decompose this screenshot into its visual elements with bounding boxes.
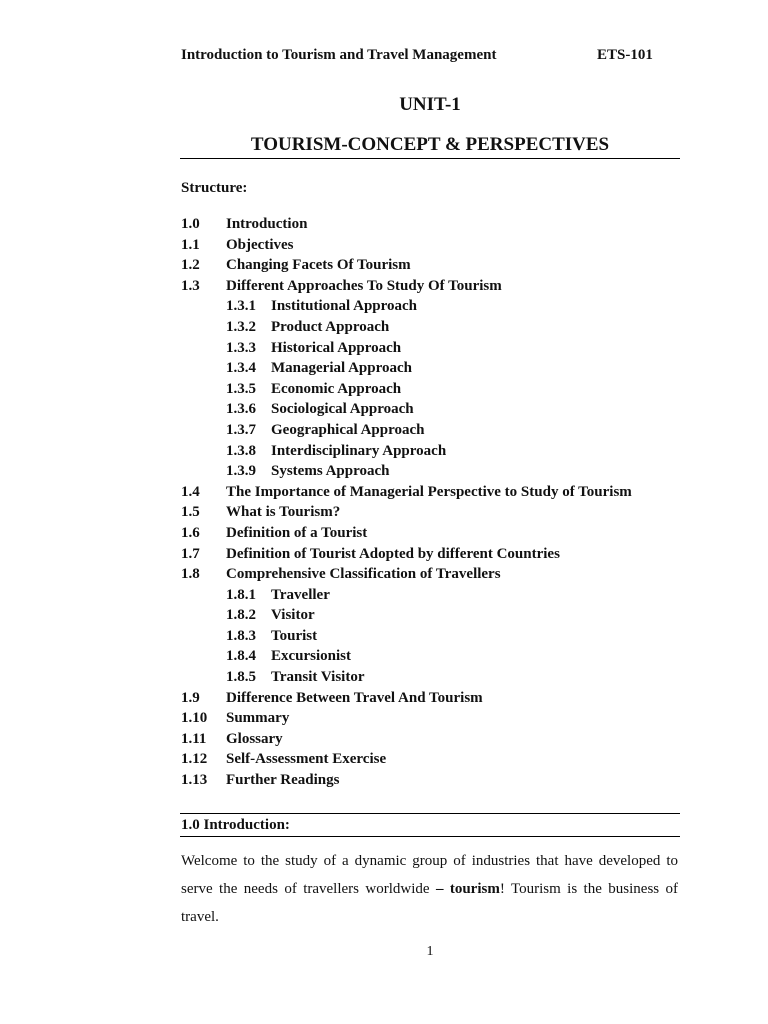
toc-item-title: Visitor (271, 607, 315, 624)
toc-item-title: Summary (226, 710, 290, 727)
toc-item-title: Sociological Approach (271, 401, 414, 418)
toc-item-title: Definition of a Tourist (226, 524, 368, 541)
unit-number: UNIT-1 (399, 94, 461, 115)
toc-item-title: Definition of Tourist Adopted by different Countries (226, 545, 560, 562)
introduction-heading: 1.0 Introduction: (181, 817, 290, 833)
toc-item-title: Historical Approach (271, 339, 402, 356)
section-top-divider (180, 813, 680, 814)
toc-item-number: 1.4 (181, 483, 200, 500)
toc-item-title: Systems Approach (271, 463, 390, 480)
toc-item-title: Further Readings (226, 772, 340, 789)
toc-item-title: Product Approach (271, 318, 390, 335)
toc-item-number: 1.3.6 (226, 401, 256, 418)
toc-item-number: 1.1 (181, 236, 200, 253)
toc-item-number: 1.3.1 (226, 298, 256, 315)
toc-item-number: 1.0 (181, 216, 200, 232)
toc-item-number: 1.3 (181, 277, 200, 294)
toc-item-title: Transit Visitor (271, 669, 365, 686)
toc-item-number: 1.8.5 (226, 669, 256, 686)
title-divider (180, 158, 680, 159)
toc-item-number: 1.13 (181, 772, 208, 789)
toc-item-title: Institutional Approach (271, 298, 418, 315)
introduction-paragraph (181, 847, 678, 931)
toc-item-number: 1.3.8 (226, 442, 256, 459)
intro-text-start: Welcome to the study of a dynamic group of industries that have developed to serve the needs of travellers worldwide (181, 853, 678, 897)
toc-item-number: 1.12 (181, 751, 208, 768)
toc-item-number: 1.8.2 (226, 607, 256, 624)
toc-item-title: Traveller (271, 586, 330, 603)
toc-item-title: Excursionist (271, 648, 352, 665)
toc-item-number: 1.10 (181, 710, 208, 727)
header-course-title: Introduction to Tourism and Travel Management (181, 47, 497, 63)
unit-title: TOURISM-CONCEPT & PERSPECTIVES (250, 134, 610, 155)
page-number: 1 (426, 944, 434, 959)
toc-item-number: 1.2 (181, 257, 200, 274)
toc-item-number: 1.3.7 (226, 421, 256, 438)
toc-item-title: Managerial Approach (271, 360, 412, 377)
toc-item-title: What is Tourism? (226, 504, 341, 521)
toc-item-number: 1.6 (181, 524, 200, 541)
toc-item-number: 1.8.1 (226, 586, 256, 603)
toc-item-number: 1.8 (181, 566, 200, 583)
toc-item-number: 1.9 (181, 689, 200, 706)
intro-text-emphasis: – tourism (435, 881, 500, 897)
header-course-code: ETS-101 (597, 47, 653, 63)
toc-item-title: Introduction (226, 216, 308, 232)
toc-item-number: 1.3.9 (226, 463, 256, 480)
toc-item-number: 1.11 (181, 730, 207, 747)
toc-item-number: 1.3.4 (226, 360, 256, 377)
toc-item-title: Geographical Approach (271, 421, 425, 438)
section-bottom-divider (180, 836, 680, 837)
toc-item-title: Objectives (226, 236, 294, 253)
toc-item-title: Comprehensive Classification of Travellers (226, 566, 501, 583)
toc-item-title: Tourist (271, 627, 318, 644)
toc-item-number: 1.3.5 (226, 380, 256, 397)
toc-item-title: Economic Approach (271, 380, 402, 397)
toc-item-title: Different Approaches To Study Of Tourism (226, 277, 502, 294)
toc-item-number: 1.8.3 (226, 627, 256, 644)
structure-heading: Structure: (181, 180, 248, 196)
toc-item-title: The Importance of Managerial Perspective to Study of Tourism (226, 483, 632, 500)
toc-item-title: Glossary (226, 730, 283, 747)
toc-item-title: Interdisciplinary Approach (271, 442, 447, 459)
toc-item-title: Changing Facets Of Tourism (226, 257, 411, 274)
toc-item-number: 1.3.2 (226, 318, 256, 335)
intro-text-end: ! Tourism is the business of travel. (181, 881, 679, 925)
toc-item-number: 1.3.3 (226, 339, 256, 356)
toc-item-number: 1.5 (181, 504, 200, 521)
toc-item-title: Difference Between Travel And Tourism (226, 689, 483, 706)
toc-item-number: 1.8.4 (226, 648, 256, 665)
toc-item-title: Self-Assessment Exercise (226, 751, 387, 768)
toc-item-number: 1.7 (181, 545, 200, 562)
